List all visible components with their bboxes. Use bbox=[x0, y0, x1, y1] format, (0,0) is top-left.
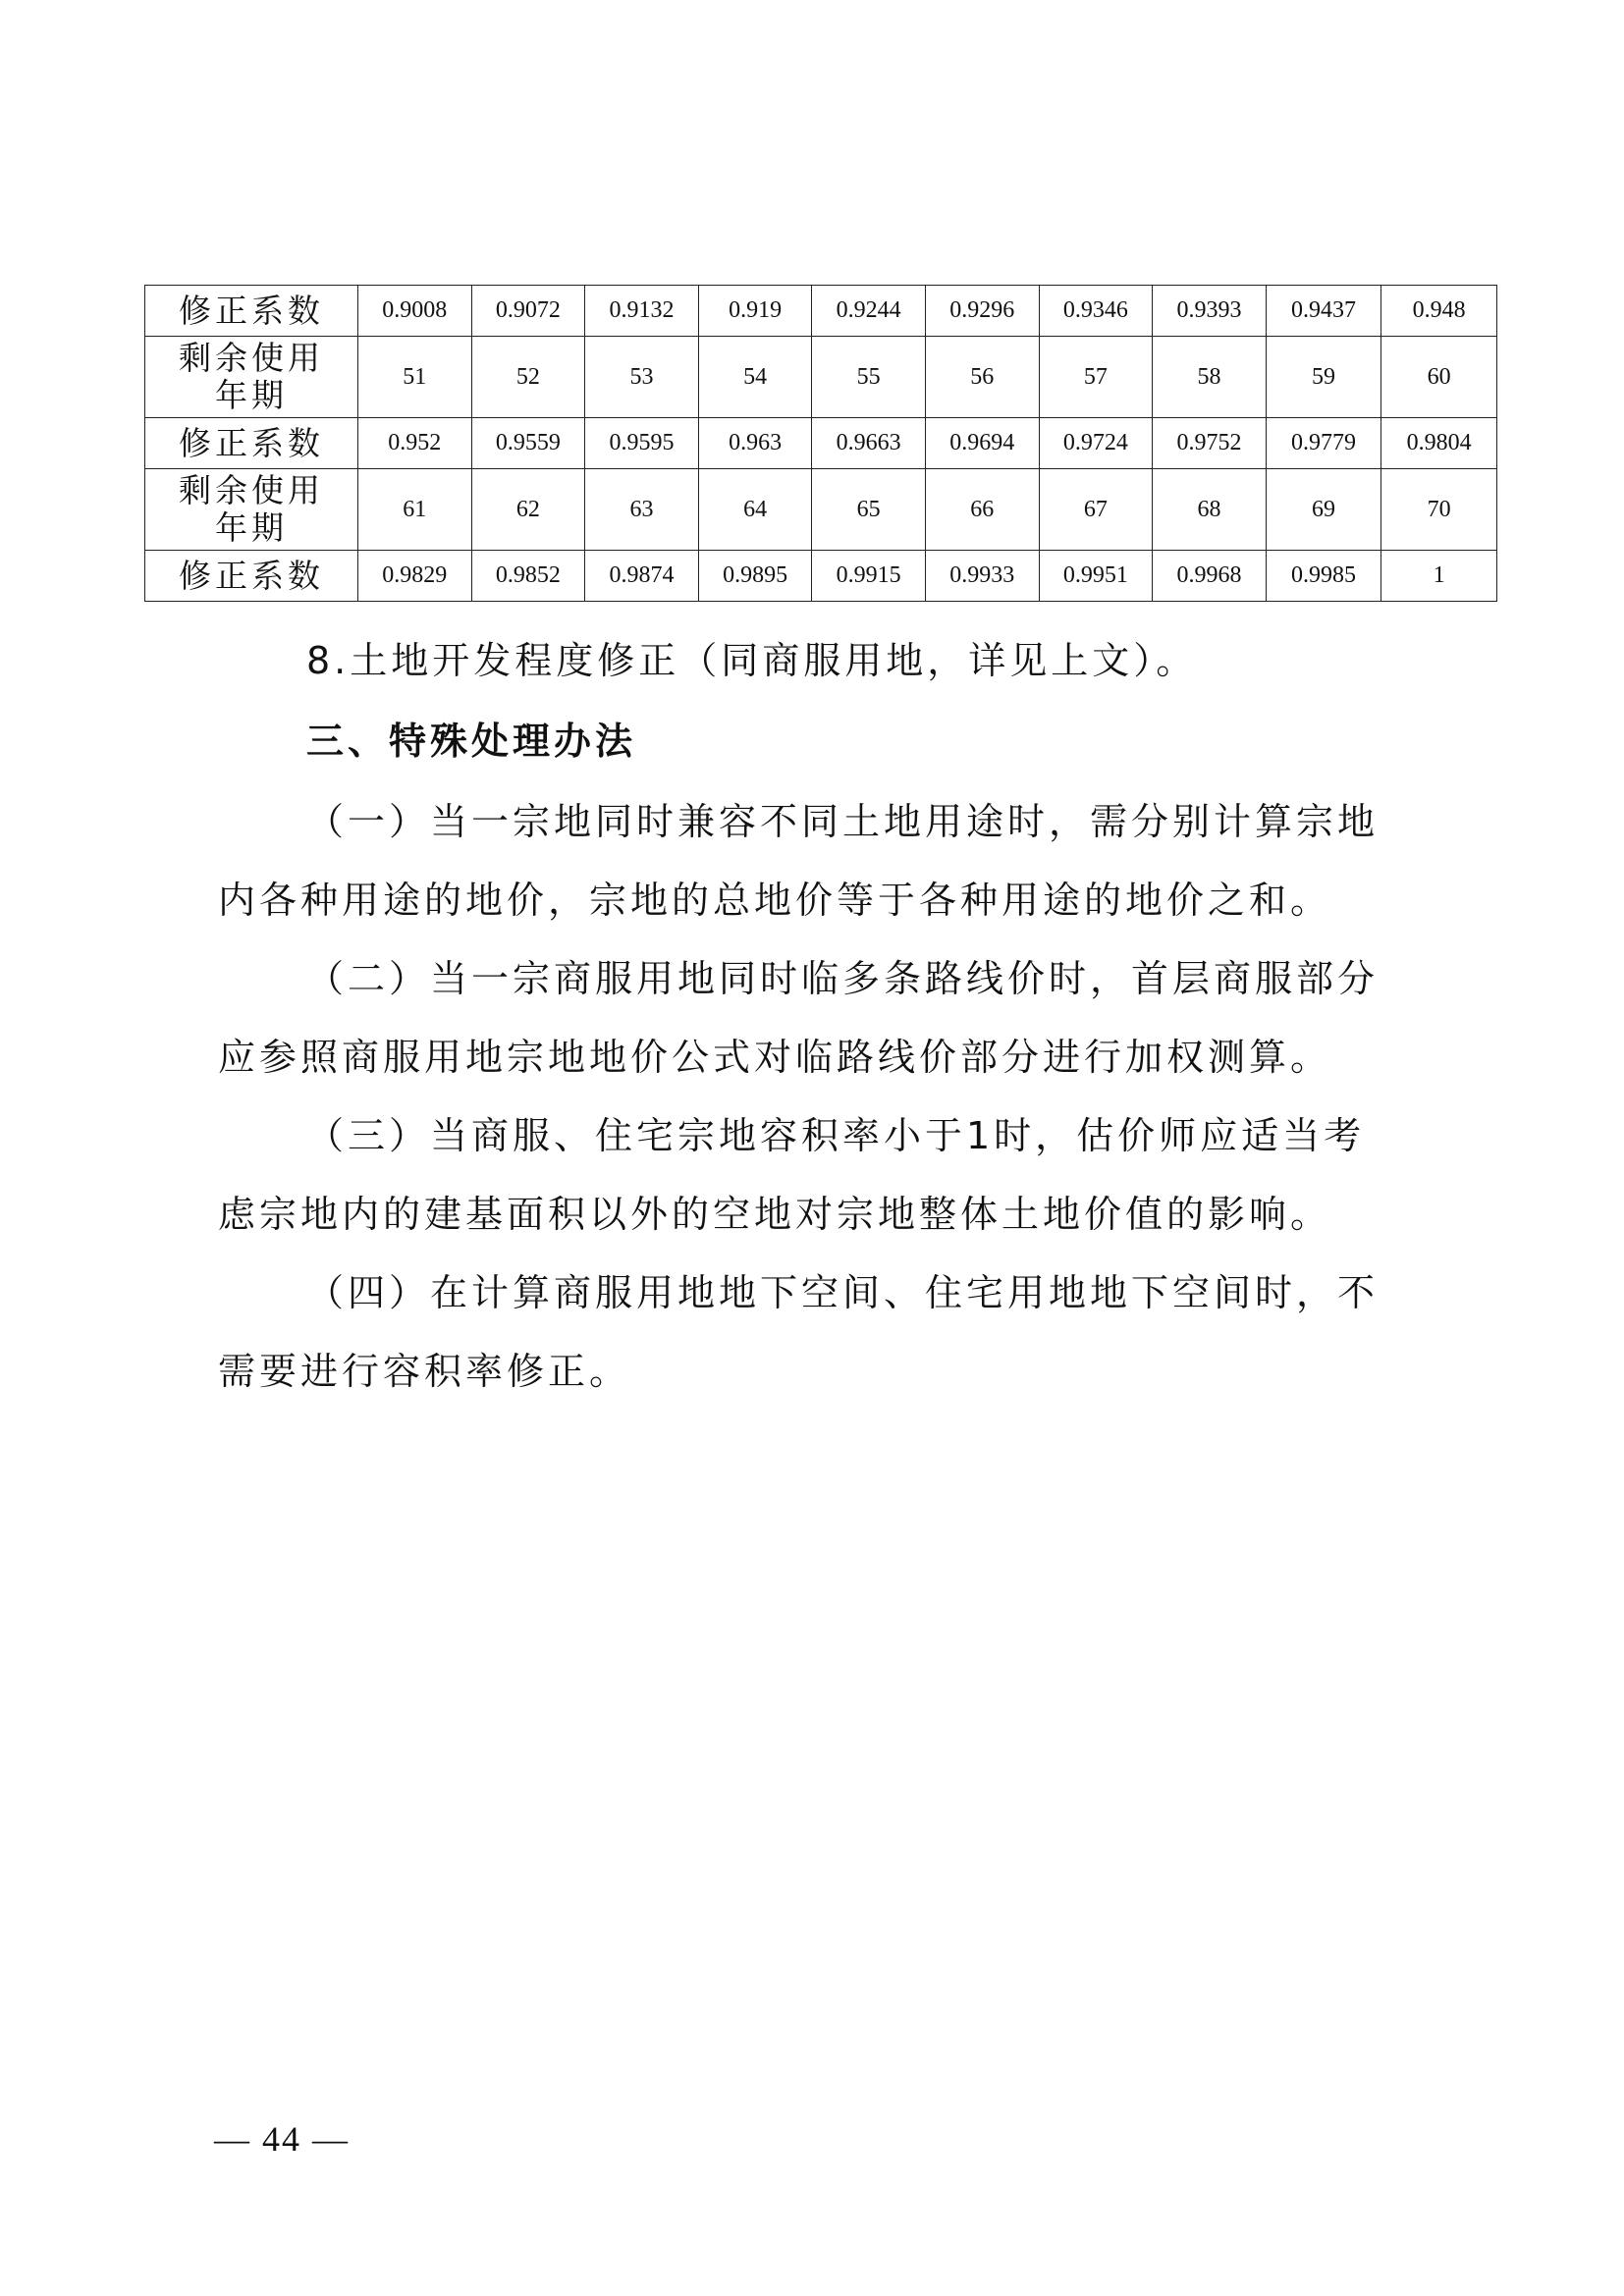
paragraph-3-line-1: （三）当商服、住宅宗地容积率小于1时，估价师应适当考 bbox=[306, 1114, 1366, 1157]
coefficient-cell: 0.9346 bbox=[1039, 286, 1153, 337]
row-label-line: 剩余使用 bbox=[178, 339, 324, 377]
paragraph-2-line-2: 应参照商服用地宗地地价公式对临路线价部分进行加权测算。 bbox=[218, 1036, 1332, 1079]
coefficient-row bbox=[145, 286, 1497, 337]
years-cell: 60 bbox=[1381, 337, 1497, 418]
coefficient-cell: 0.948 bbox=[1381, 286, 1497, 337]
years-cell: 69 bbox=[1266, 469, 1381, 551]
row-label bbox=[145, 337, 358, 418]
coefficient-cell: 0.9008 bbox=[357, 286, 471, 337]
coefficient-cell: 0.9852 bbox=[471, 551, 585, 602]
coefficient-cell: 0.9933 bbox=[925, 551, 1039, 602]
coefficient-cell: 0.9663 bbox=[812, 418, 926, 469]
paragraph-3-line-2: 虑宗地内的建基面积以外的空地对宗地整体土地价值的影响。 bbox=[218, 1193, 1332, 1236]
row-label bbox=[145, 551, 358, 602]
paragraph-1-line-2: 内各种用途的地价，宗地的总地价等于各种用途的地价之和。 bbox=[218, 879, 1332, 922]
coefficient-cell: 0.9829 bbox=[357, 551, 471, 602]
row-label-line: 修正系数 bbox=[178, 556, 324, 595]
row-label-line: 年期 bbox=[214, 376, 288, 414]
coefficient-cell: 0.9951 bbox=[1039, 551, 1153, 602]
table-body bbox=[145, 286, 1497, 602]
row-label-line: 修正系数 bbox=[178, 291, 324, 330]
coefficient-cell: 0.9968 bbox=[1153, 551, 1267, 602]
paragraph-4-line-2: 需要进行容积率修正。 bbox=[218, 1350, 631, 1393]
coefficient-cell: 0.9072 bbox=[471, 286, 585, 337]
coefficient-row bbox=[145, 551, 1497, 602]
coefficient-cell: 0.9779 bbox=[1266, 418, 1381, 469]
years-cell: 52 bbox=[471, 337, 585, 418]
paragraph-2-line-1: （二）当一宗商服用地同时临多条路线价时，首层商服部分 bbox=[306, 957, 1380, 1000]
coefficient-cell: 0.963 bbox=[698, 418, 812, 469]
years-cell: 70 bbox=[1381, 469, 1497, 551]
years-cell: 62 bbox=[471, 469, 585, 551]
row-label bbox=[145, 469, 358, 551]
item-8-land-development-correction: 8.土地开发程度修正（同商服用地，详见上文）。 bbox=[306, 639, 1198, 682]
coefficient-cell: 0.9915 bbox=[812, 551, 926, 602]
coefficient-cell: 0.9752 bbox=[1153, 418, 1267, 469]
years-cell: 55 bbox=[812, 337, 926, 418]
years-cell: 58 bbox=[1153, 337, 1267, 418]
coefficient-cell: 1 bbox=[1381, 551, 1497, 602]
coefficient-cell: 0.9296 bbox=[925, 286, 1039, 337]
years-cell: 66 bbox=[925, 469, 1039, 551]
coefficient-cell: 0.9132 bbox=[585, 286, 699, 337]
years-cell: 59 bbox=[1266, 337, 1381, 418]
row-label-line: 剩余使用 bbox=[178, 471, 324, 509]
coefficient-cell: 0.9595 bbox=[585, 418, 699, 469]
coefficient-cell: 0.9895 bbox=[698, 551, 812, 602]
coefficient-cell: 0.9393 bbox=[1153, 286, 1267, 337]
paragraph-1-line-1: （一）当一宗地同时兼容不同土地用途时，需分别计算宗地 bbox=[306, 800, 1380, 843]
years-cell: 64 bbox=[698, 469, 812, 551]
years-cell: 51 bbox=[357, 337, 471, 418]
years-cell: 63 bbox=[585, 469, 699, 551]
years-cell: 68 bbox=[1153, 469, 1267, 551]
coefficient-cell: 0.9985 bbox=[1266, 551, 1381, 602]
remaining-years-row bbox=[145, 469, 1497, 551]
correction-coefficient-table bbox=[144, 285, 1497, 602]
coefficient-cell: 0.952 bbox=[357, 418, 471, 469]
page-number: — 44 — bbox=[214, 2119, 350, 2159]
years-cell: 67 bbox=[1039, 469, 1153, 551]
coefficient-cell: 0.9804 bbox=[1381, 418, 1497, 469]
coefficient-cell: 0.9874 bbox=[585, 551, 699, 602]
years-cell: 61 bbox=[357, 469, 471, 551]
coefficient-cell: 0.919 bbox=[698, 286, 812, 337]
remaining-years-row bbox=[145, 337, 1497, 418]
row-label-line: 年期 bbox=[214, 508, 288, 547]
row-label bbox=[145, 286, 358, 337]
years-cell: 53 bbox=[585, 337, 699, 418]
years-cell: 57 bbox=[1039, 337, 1153, 418]
row-label-line: 修正系数 bbox=[178, 423, 324, 462]
years-cell: 56 bbox=[925, 337, 1039, 418]
coefficient-cell: 0.9559 bbox=[471, 418, 585, 469]
section-heading-special-handling: 三、特殊处理办法 bbox=[306, 720, 637, 763]
coefficient-cell: 0.9437 bbox=[1266, 286, 1381, 337]
coefficient-cell: 0.9244 bbox=[812, 286, 926, 337]
coefficient-cell: 0.9694 bbox=[925, 418, 1039, 469]
coefficient-row bbox=[145, 418, 1497, 469]
coefficient-cell: 0.9724 bbox=[1039, 418, 1153, 469]
row-label bbox=[145, 418, 358, 469]
years-cell: 54 bbox=[698, 337, 812, 418]
paragraph-4-line-1: （四）在计算商服用地地下空间、住宅用地地下空间时，不 bbox=[306, 1271, 1380, 1314]
years-cell: 65 bbox=[812, 469, 926, 551]
